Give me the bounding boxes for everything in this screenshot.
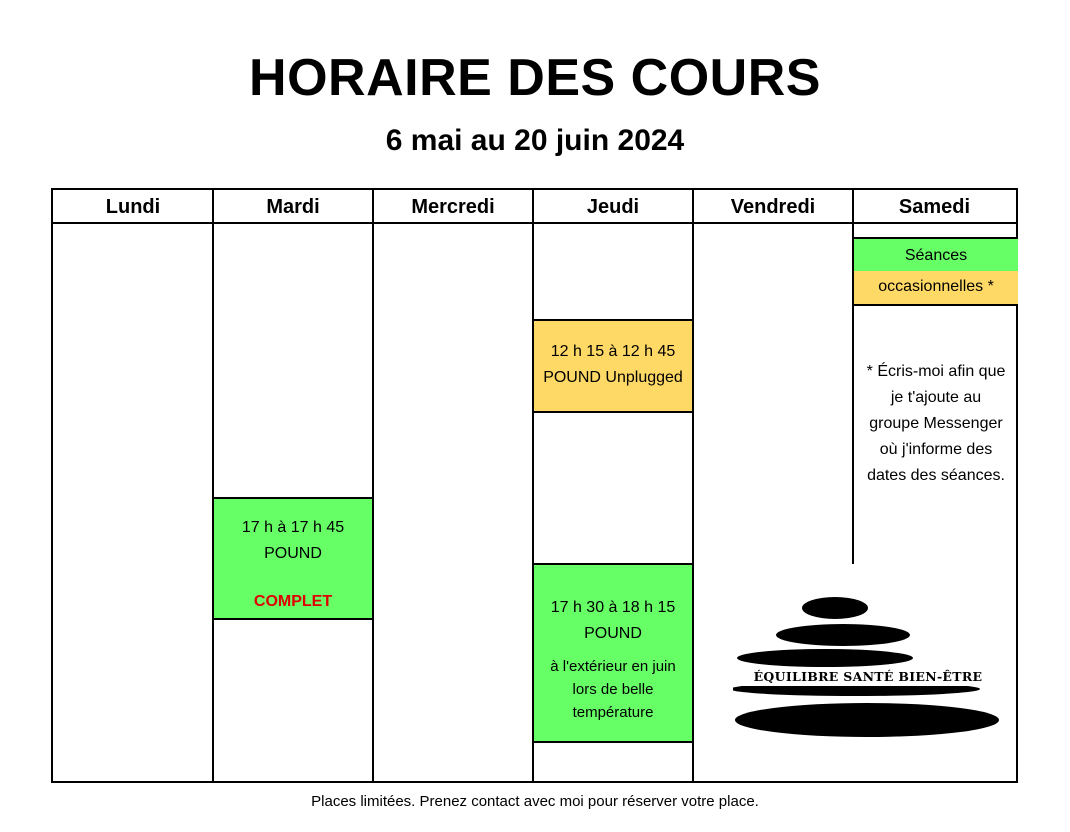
logo-stacked-stones [733, 592, 1003, 742]
class-name: POUND [584, 625, 642, 642]
class-note: température [572, 704, 654, 721]
class-note: à l'extérieur en juin [550, 658, 676, 675]
day-header-jeudi: Jeudi [586, 196, 640, 218]
day-header-vendredi: Vendredi [730, 196, 816, 218]
saturday-label-top [854, 237, 1018, 271]
class-note: lors de belle [572, 681, 654, 698]
page-title: HORAIRE DES COURS [249, 49, 821, 107]
saturday-label-line1: Séances [904, 247, 968, 264]
saturday-label-bottom [854, 271, 1018, 306]
saturday-note-line: groupe Messenger [869, 415, 1003, 432]
saturday-note-line: dates des séances. [867, 467, 1005, 484]
stones-icon [733, 592, 1003, 742]
class-name: POUND Unplugged [543, 369, 683, 386]
day-header-mercredi: Mercredi [411, 196, 495, 218]
column-divider [212, 190, 214, 781]
logo-text: ÉQUILIBRE SANTÉ BIEN-ÊTRE [753, 669, 983, 684]
class-block-tuesday-pound [214, 497, 372, 620]
saturday-note [854, 359, 1018, 489]
days-header-row [53, 190, 1016, 224]
saturday-note-line: je t'ajoute au [890, 389, 982, 406]
footer-note: Places limitées. Prenez contact avec moi pour réserver votre place. [311, 793, 759, 810]
complet-badge: COMPLET [253, 593, 333, 610]
class-name: POUND [264, 545, 322, 562]
page-subtitle: 6 mai au 20 juin 2024 [385, 124, 685, 157]
column-divider [692, 190, 694, 781]
day-header-mardi: Mardi [266, 196, 320, 218]
class-block-thursday-pound [534, 563, 692, 743]
class-block-thursday-pound-unplugged [534, 319, 692, 413]
column-divider [372, 190, 374, 781]
saturday-note-line: où j'informe des [879, 441, 993, 458]
class-time: 12 h 15 à 12 h 45 [550, 343, 676, 360]
class-time: 17 h 30 à 18 h 15 [550, 599, 676, 616]
day-header-samedi: Samedi [898, 196, 971, 218]
class-time: 17 h à 17 h 45 [241, 519, 345, 536]
saturday-note-line: * Écris-moi afin que [866, 363, 1006, 380]
saturday-label-line2: occasionnelles * [878, 278, 994, 295]
day-header-lundi: Lundi [105, 196, 161, 218]
